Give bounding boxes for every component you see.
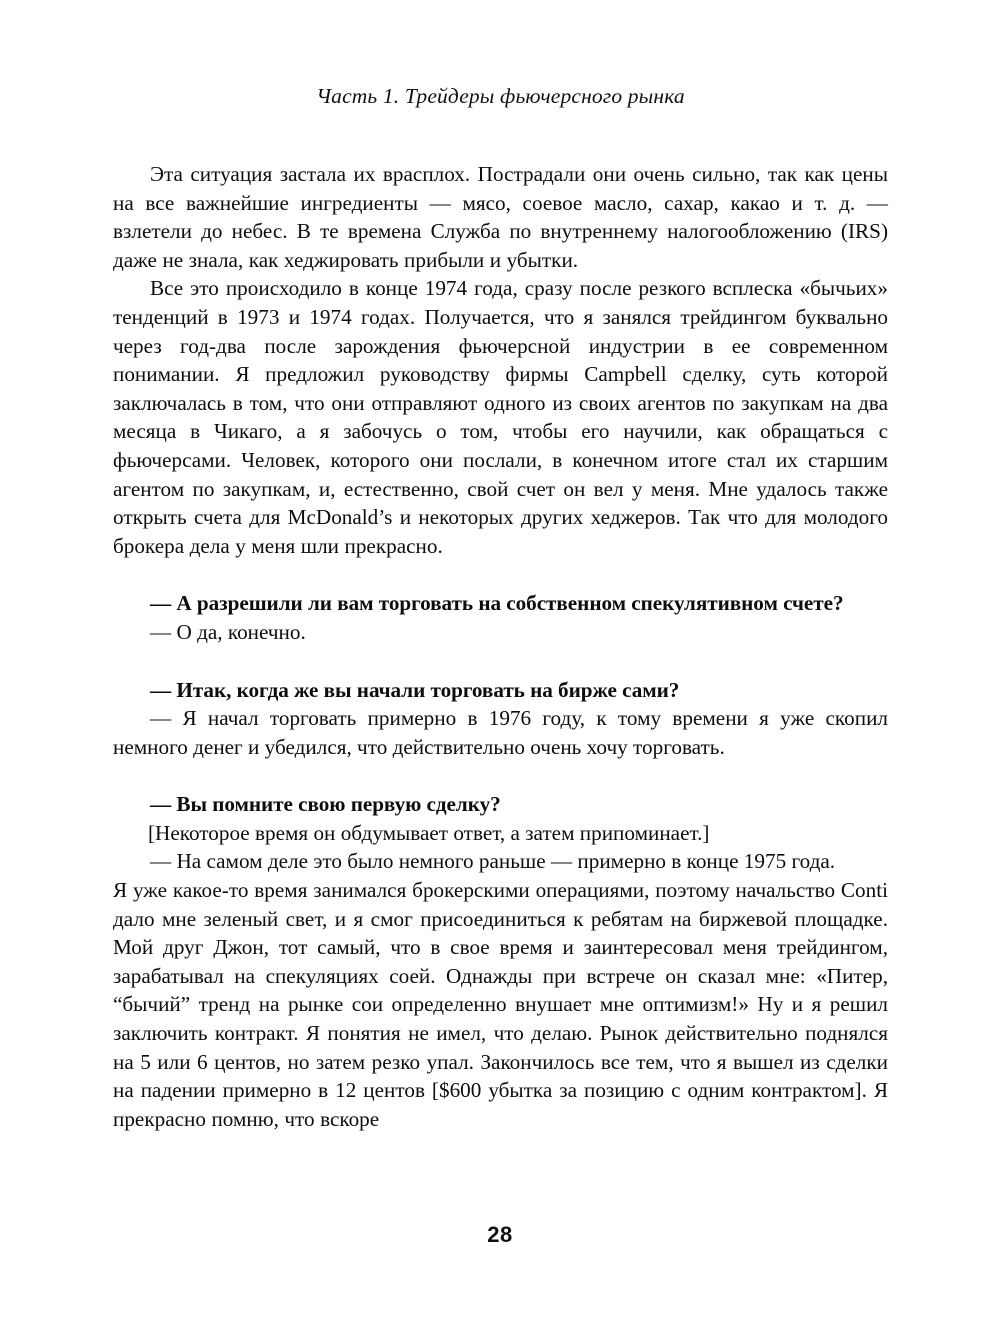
paragraph-first-trade: Я уже какое-то время занимался брокерскими операциями, поэтому начальство Conti дало мне зеленый свет, и я смог присоединиться к ребятам на биржевой площадке. Мой друг Джон, тот самый, что в свое время и заинтересовал меня трейдингом, зарабатывал на спекуляциях соей. Однажды при встрече он сказал мне: «Питер, “бычий” тренд на рынке сои определенно внушает мне оптимизм!» Ну и я решил заключить контракт. Я понятия не имел, что делаю. Рынок действительно поднялся на 5 или 6 центов, но затем резко упал. Закончилось все тем, что я вышел из сделки на падении примерно в 12 центов [$600 убытка за позицию с одним контрактом]. Я прекрасно помню, что вскоре — [113, 878, 888, 1131]
interview-answer: — На самом деле это было немного раньше — примерно в конце 1975 года. — [150, 849, 836, 874]
running-header: Часть 1. Трейдеры фьючерсного рынка — [316, 84, 685, 108]
interview-answer: — О да, конечно. — [150, 619, 306, 644]
qa-block-1 — [113, 589, 888, 646]
interview-question: — А разрешили ли вам торговать на собственном спекулятивном счете? — [150, 591, 844, 616]
qa-block-2 — [113, 676, 888, 762]
interview-question: — Итак, когда же вы начали торговать на бирже сами? — [150, 677, 680, 702]
interview-answer: — Я начал торговать примерно в 1976 году, к тому времени я уже скопил немного денег и убедился, что действительно очень хочу торговать. — [113, 706, 888, 759]
paragraph-background: Все это происходило в конце 1974 года, сразу после резкого всплеска «бычьих» тенденций в 1973 и 1974 годах. Получается, что я занялся трейдингом буквально через год-два после зарождения фьючерсной индустрии в ее современном понимании. Я предложил руководству фирмы Campbell сделку, суть которой заключалась в том, что они отправляют одного из своих агентов по закупкам на два месяца в Чикаго, а я забочусь о том, чтобы его научили, как обращаться с фьючерсами. Человек, которого они послали, в конечном итоге стал их старшим агентом по закупкам, и, естественно, свой счет он вел у меня. Мне удалось также открыть счета для McDonald’s и некоторых других хеджеров. Так что для молодого брокера дела у меня шли прекрасно. — [113, 276, 888, 558]
page-number: 28 — [487, 1222, 513, 1247]
stage-direction: [Некоторое время он обдумывает ответ, а затем припоминает.] — [148, 820, 710, 845]
qa-block-3 — [113, 790, 888, 876]
interview-question: — Вы помните свою первую сделку? — [150, 792, 501, 817]
paragraph-opening: Эта ситуация застала их врасплох. Пострадали они очень сильно, так как цены на все важнейшие ингредиенты — мясо, соевое масло, сахар, какао и т. д. — взлетели до небес. В те времена Служба по внутреннему налогообложению (IRS) даже не знала, как хеджировать прибыли и убытки. — [113, 162, 888, 272]
text-column — [113, 160, 888, 1133]
